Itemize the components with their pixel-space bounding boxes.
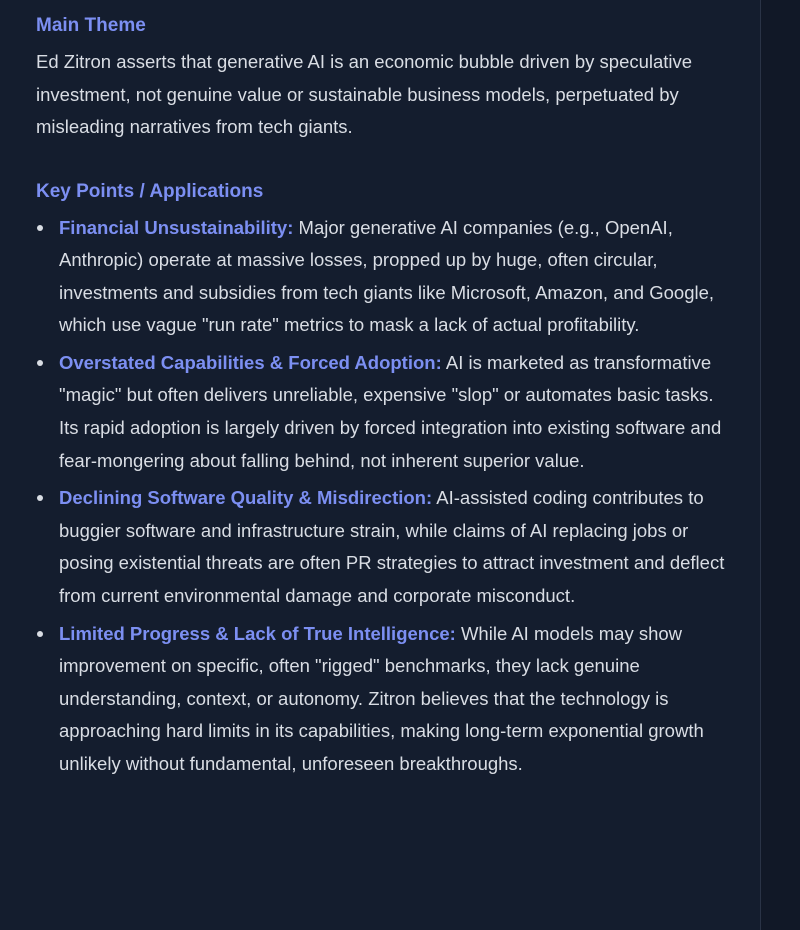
- list-item: [36, 482, 736, 612]
- summary-content: [36, 12, 736, 786]
- point-text: AI-assisted coding contributes to buggier software and infrastructure strain, while claims of AI replacing jobs or posing existential threats are often PR strategies to attract investment and deflect from current environmental damage and corporate misconduct.: [59, 487, 725, 607]
- point-title: Financial Unsustainability:: [59, 216, 294, 238]
- point-title: Overstated Capabilities & Forced Adoption:: [59, 351, 442, 373]
- key-points-heading: Key Points / Applications: [36, 180, 264, 202]
- key-points-list: [36, 212, 736, 781]
- point-text: AI is marketed as transformative "magic" but often delivers unreliable, expensive "slop" or automates basic tasks. Its rapid adoption is largely driven by forced integration into existing software and fear-mongering about falling behind, not inherent superior value.: [59, 351, 722, 471]
- bullet-icon: [37, 225, 43, 231]
- point-text: Major generative AI companies (e.g., OpenAI, Anthropic) operate at massive losses, propped up by huge, often circular, investments and subsidies from tech giants like Microsoft, Amazon, and Google, which use vague "run rate" metrics to mask a lack of actual profitability.: [59, 216, 715, 336]
- bullet-icon: [37, 631, 43, 637]
- side-gutter: [760, 0, 800, 930]
- bullet-icon: [37, 360, 43, 366]
- list-item: [36, 212, 736, 342]
- list-item: [36, 618, 736, 781]
- main-theme-heading: Main Theme: [36, 15, 146, 36]
- main-theme-text: Ed Zitron asserts that generative AI is an economic bubble driven by speculative investment, not genuine value or sustainable business models, perpetuated by misleading narratives from tech giants.: [36, 51, 693, 137]
- point-text: While AI models may show improvement on specific, often "rigged" benchmarks, they lack genuine understanding, context, or autonomy. Zitron believes that the technology is approaching hard limits in its capabilities, making long-term exponential growth unlikely without fundamental, unforeseen breakthroughs.: [59, 622, 704, 774]
- point-title: Declining Software Quality & Misdirection:: [59, 487, 433, 509]
- point-title: Limited Progress & Lack of True Intelligence:: [59, 622, 456, 644]
- bullet-icon: [37, 495, 43, 501]
- list-item: [36, 347, 736, 477]
